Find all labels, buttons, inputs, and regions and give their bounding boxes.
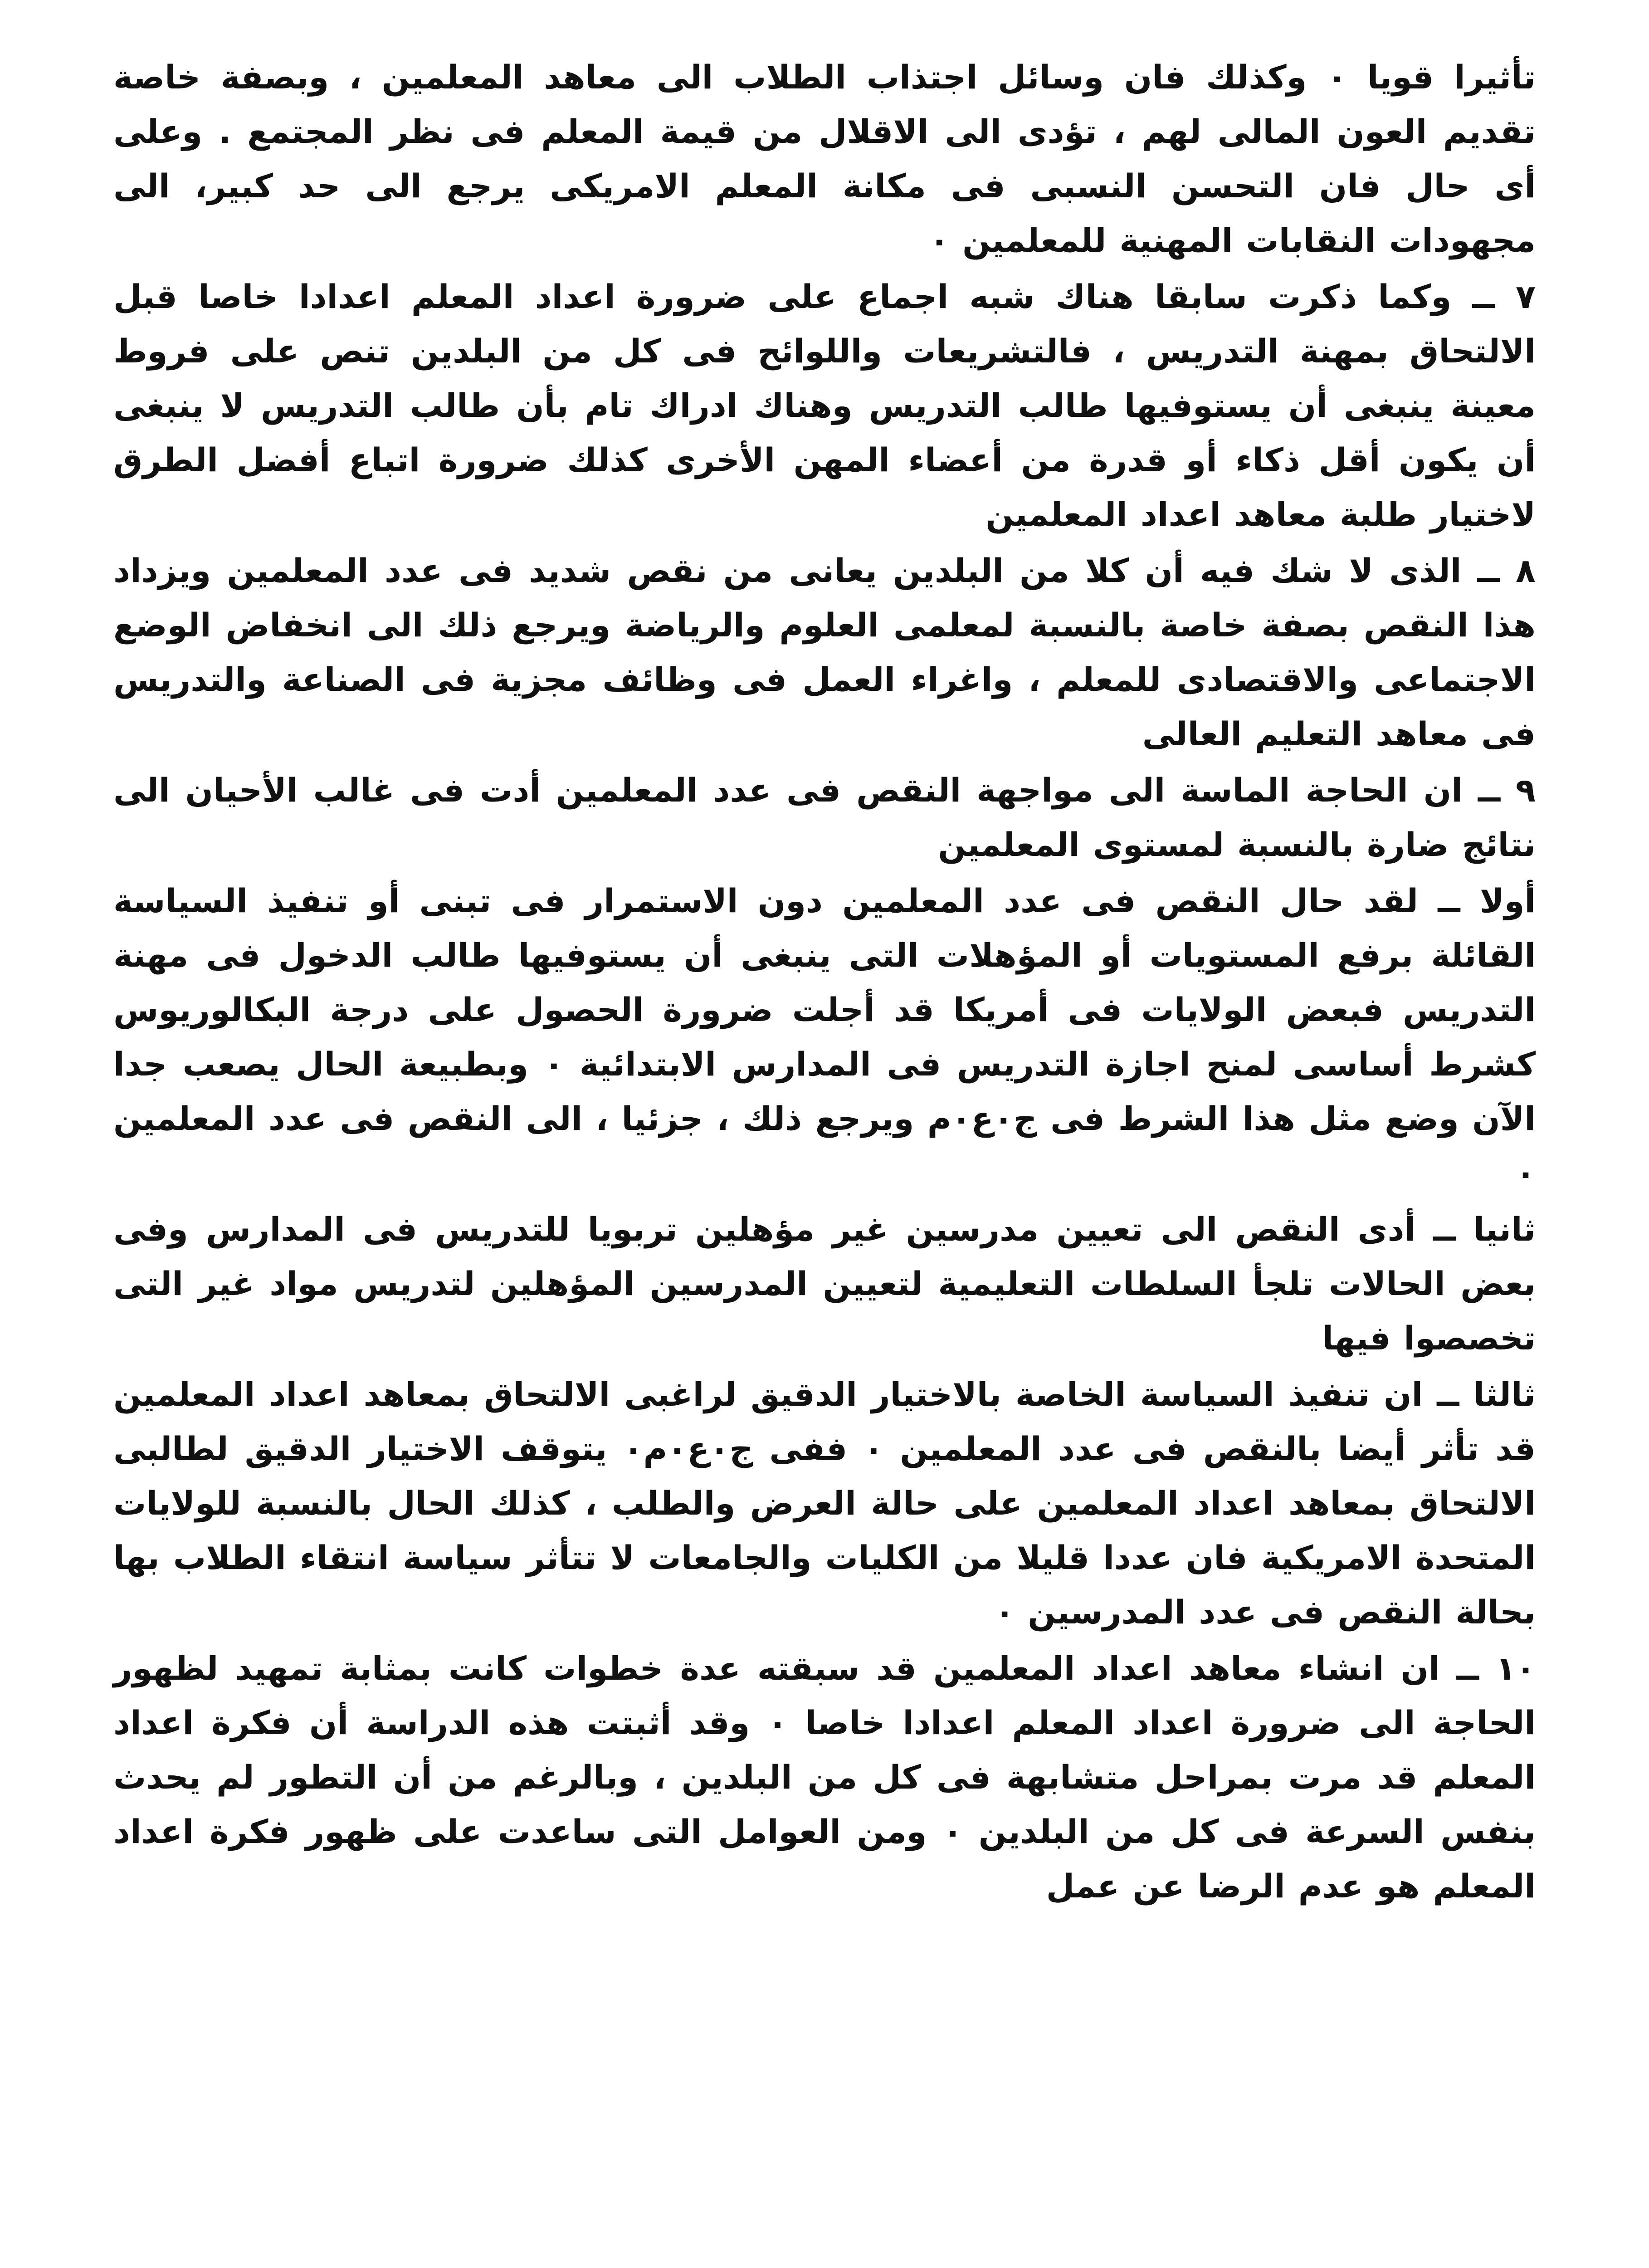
paragraph-third-point: ثالثا ــ ان تنفيذ السياسة الخاصة بالاختيار الدقيق لراغبى الالتحاق بمعاهد اعداد المعلمين قد تأثر أيضا بالنقص فى عدد المعلمين ٠ ففى ج٠ع٠م٠ يتوقف الاختيار الدقيق لطالبى الالتحاق بمعاهد اعداد المعلمين على حالة العرض والطلب ، كذلك الحال بالنسبة للولايات المتحدة الامريكية فان عددا قليلا من الكليات والجامعات لا تتأثر سياسة انتقاء الطلاب بها بحالة النقص فى عدد المدرسين ٠	[113, 1375, 1536, 1631]
body-text	[113, 50, 1536, 1913]
paragraph-8: ٨ ــ الذى لا شك فيه أن كلا من البلدين يعانى من نقص شديد فى عدد المعلمين ويزداد هذا النقص بصفة خاصة بالنسبة لمعلمى العلوم والرياضة ويرجع ذلك الى انخفاض الوضع الاجتماعى والاقتصادى للمعلم ، واغراء العمل فى وظائف مجزية فى الصناعة والتدريس فى معاهد التعليم العالى	[113, 552, 1536, 753]
paragraph-7: ٧ ــ وكما ذكرت سابقا هناك شبه اجماع على ضرورة اعداد المعلم اعدادا خاصا قبل الالتحاق بمهنة التدريس ، فالتشريعات واللوائح فى كل من البلدين تنص على فروط معينة ينبغى أن يستوفيها طالب التدريس وهناك ادراك تام بأن طالب التدريس لا ينبغى أن يكون أقل ذكاء أو قدرة من أعضاء المهن الأخرى كذلك ضرورة اتباع أفضل الطرق لاختيار طلبة معاهد اعداد المعلمين	[113, 278, 1536, 533]
paragraph-10: ١٠ ــ ان انشاء معاهد اعداد المعلمين قد سبقته عدة خطوات كانت بمثابة تمهيد لظهور الحاجة الى ضرورة اعداد المعلم اعدادا خاصا ٠ وقد أثبتت هذه الدراسة أن فكرة اعداد المعلم قد مرت بمراحل متشابهة فى كل من البلدين ، وبالرغم من أن التطور لم يحدث بنفس السرعة فى كل من البلدين ٠ ومن العوامل التى ساعدت على ظهور فكرة اعداد المعلم هو عدم الرضا عن عمل	[113, 1649, 1536, 1905]
paragraph-9: ٩ ــ ان الحاجة الماسة الى مواجهة النقص فى عدد المعلمين أدت فى غالب الأحيان الى نتائج ضارة بالنسبة لمستوى المعلمين	[113, 771, 1536, 864]
paragraph-first-point: أولا ــ لقد حال النقص فى عدد المعلمين دون الاستمرار فى تبنى أو تنفيذ السياسة القائلة برفع المستويات أو المؤهلات التى ينبغى أن يستوفيها طالب الدخول فى مهنة التدريس فبعض الولايات فى أمريكا قد أجلت ضرورة الحصول على درجة البكالوريوس كشرط أساسى لمنح اجازة التدريس فى المدارس الابتدائية ٠ وبطبيعة الحال يصعب جدا الآن وضع مثل هذا الشرط فى ج٠ع٠م ويرجع ذلك ، جزئيا ، الى النقص فى عدد المعلمين ٠	[113, 882, 1536, 1192]
paragraph-second-point: ثانيا ــ أدى النقص الى تعيين مدرسين غير مؤهلين تربويا للتدريس فى المدارس وفى بعض الحالات تلجأ السلطات التعليمية لتعيين المدرسين المؤهلين لتدريس مواد غير التى تخصصوا فيها	[113, 1210, 1536, 1357]
paragraph-continuation: تأثيرا قويا ٠ وكذلك فان وسائل اجتذاب الطلاب الى معاهد المعلمين ، وبصفة خاصة تقديم العون المالى لهم ، تؤدى الى الاقلال من قيمة المعلم فى نظر المجتمع . وعلى أى حال فان التحسن النسبى فى مكانة المعلم الامريكى يرجع الى حد كبير، الى مجهودات النقابات المهنية للمعلمين ٠	[113, 58, 1536, 259]
